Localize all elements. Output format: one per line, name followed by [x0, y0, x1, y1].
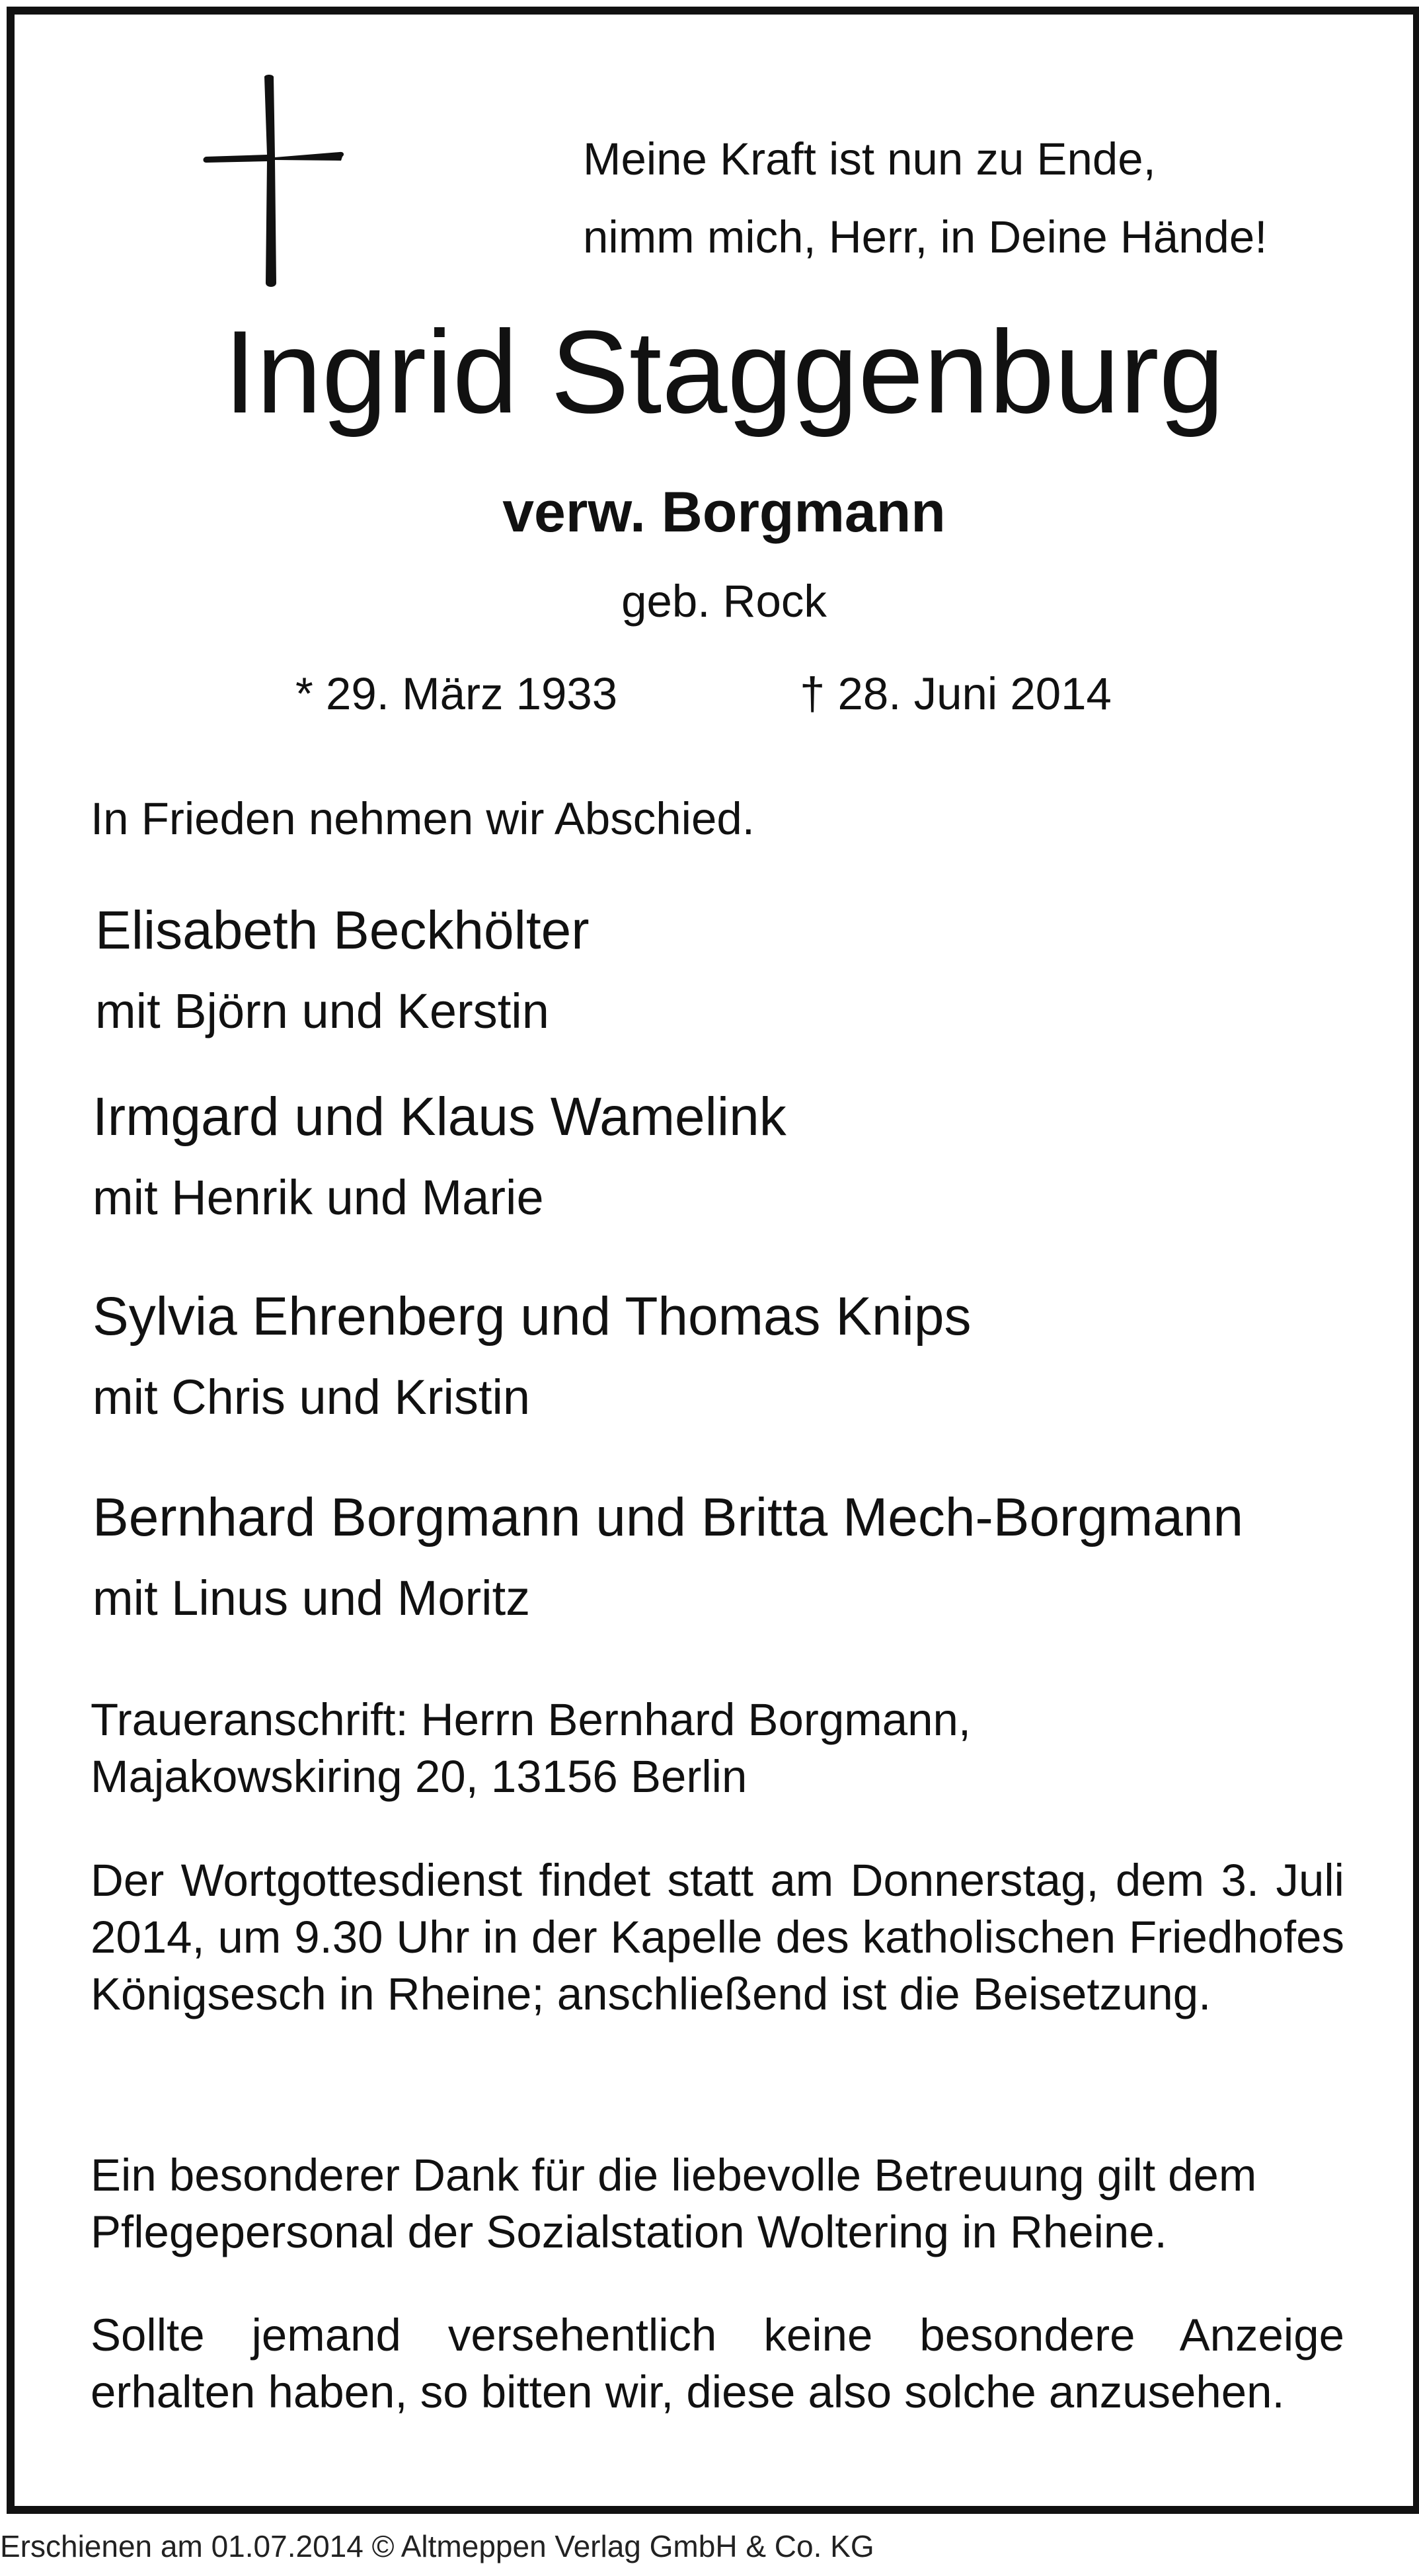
address-line-1: Traueranschrift: Herrn Bernhard Borgmann, [91, 1694, 972, 1745]
mourner-name: Elisabeth Beckhölter [95, 900, 590, 960]
obituary-frame [7, 7, 1419, 2514]
address-line-2: Majakowskiring 20, 13156 Berlin [91, 1751, 748, 1802]
birth-date: * 29. März 1933 [295, 668, 618, 719]
mourner-name: Bernhard Borgmann und Britta Mech-Borgmann [93, 1487, 1244, 1547]
widowed-name: verw. Borgmann [502, 481, 946, 544]
verse-line-2: nimm mich, Herr, in Deine Hände! [583, 212, 1268, 262]
notice-text: Sollte jemand versehentlich keine besondere Anzeige erhalten haben, so bitten wir, diese also solche anzusehen. [91, 2310, 1344, 2417]
mourner-children: mit Björn und Kerstin [95, 984, 549, 1038]
verse [583, 120, 1267, 276]
mourner-entry [95, 898, 590, 1044]
farewell-text: In Frieden nehmen wir Abschied. [91, 793, 755, 844]
mourner-name: Irmgard und Klaus Wamelink [93, 1087, 786, 1147]
service-text: Der Wortgottesdienst findet statt am Donnerstag, dem 3. Juli 2014, um 9.30 Uhr in der Kapelle des katholischen Friedhofes Königsesch in Rheine; anschließend ist die Beisetzung. [91, 1855, 1344, 2019]
mourner-entry [93, 1284, 971, 1430]
verse-line-1: Meine Kraft ist nun zu Ende, [583, 134, 1156, 184]
mourner-entry [93, 1485, 1243, 1631]
deceased-name: Ingrid Staggenburg [223, 306, 1225, 438]
mourner-name: Sylvia Ehrenberg und Thomas Knips [93, 1286, 972, 1347]
mourner-entry [93, 1084, 786, 1231]
death-date: † 28. Juni 2014 [800, 668, 1112, 719]
mourner-children: mit Henrik und Marie [93, 1170, 544, 1225]
mourner-children: mit Linus und Moritz [93, 1571, 531, 1625]
publication-note: Erschienen am 01.07.2014 © Altmeppen Verlag GmbH & Co. KG [0, 2529, 874, 2563]
mourner-children: mit Chris und Kristin [93, 1370, 531, 1425]
birth-name: geb. Rock [621, 576, 827, 627]
mourning-address [91, 1692, 1344, 1805]
cross-icon [200, 73, 352, 291]
thanks-text: Ein besonderer Dank für die liebevolle Betreuung gilt dem Pflegepersonal der Sozialstation Woltering in Rheine. [91, 2150, 1257, 2257]
